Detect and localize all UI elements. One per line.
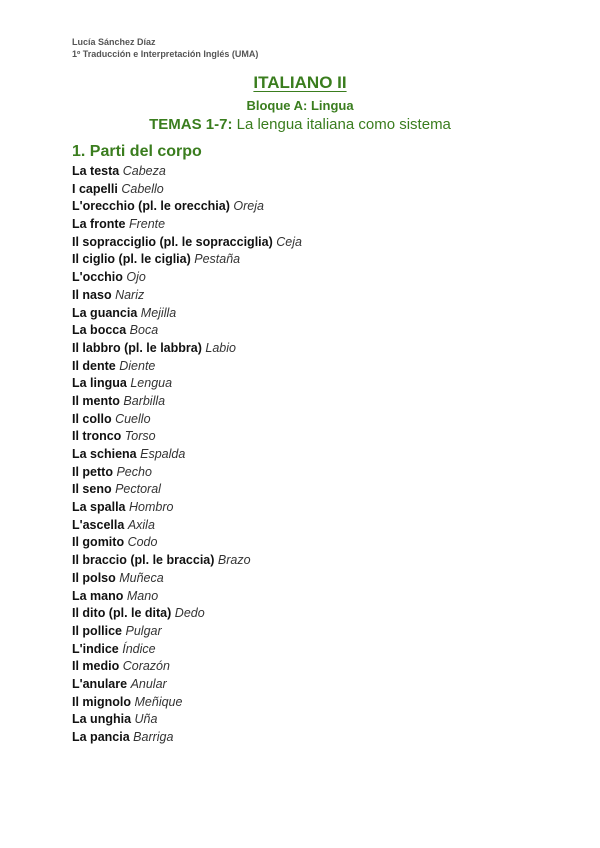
vocab-item <box>72 375 302 393</box>
vocab-item <box>72 305 302 323</box>
vocab-item <box>72 163 302 181</box>
vocab-item <box>72 181 302 199</box>
vocab-item <box>72 340 302 358</box>
vocabulary-list <box>72 163 302 747</box>
vocab-item <box>72 552 302 570</box>
vocab-item <box>72 499 302 517</box>
italian-term: Il collo <box>72 411 112 426</box>
course-name: 1º Traducción e Interpretación Inglés (UMA) <box>72 49 259 59</box>
spanish-translation: Brazo <box>217 553 251 568</box>
vocab-item <box>72 641 302 659</box>
italian-term: Il braccio (pl. le braccia) <box>72 553 215 568</box>
spanish-translation: Barbilla <box>123 393 166 408</box>
spanish-translation: Corazón <box>122 659 170 674</box>
vocab-item <box>72 570 302 588</box>
vocab-item <box>72 676 302 694</box>
spanish-translation: Ceja <box>276 234 302 249</box>
italian-term: L'anulare <box>72 676 128 691</box>
vocab-item <box>72 198 302 216</box>
spanish-translation: Meñique <box>134 694 183 709</box>
vocab-item <box>72 287 302 305</box>
italian-term: Il tronco <box>72 429 122 444</box>
author-name: Lucía Sánchez Díaz <box>72 37 156 47</box>
spanish-translation: Frente <box>128 217 166 232</box>
spanish-translation: Ojo <box>126 270 146 285</box>
italian-term: L'orecchio (pl. le orecchia) <box>72 199 230 214</box>
italian-term: Il sopracciglio (pl. le sopracciglia) <box>72 234 273 249</box>
italian-term: La bocca <box>72 323 127 338</box>
italian-term: Il polso <box>72 570 116 585</box>
vocab-item <box>72 464 302 482</box>
spanish-translation: Axila <box>127 517 155 532</box>
italian-term: Il dente <box>72 358 116 373</box>
spanish-translation: Labio <box>205 340 236 355</box>
italian-term: La unghia <box>72 712 132 727</box>
spanish-translation: Boca <box>129 323 159 338</box>
spanish-translation: Nariz <box>115 287 145 302</box>
spanish-translation: Uña <box>134 712 158 727</box>
page-header <box>72 36 258 60</box>
italian-term: Il labbro (pl. le labbra) <box>72 340 202 355</box>
spanish-translation: Oreja <box>233 199 264 214</box>
italian-term: La pancia <box>72 730 130 744</box>
spanish-translation: Torso <box>124 429 156 444</box>
italian-term: La guancia <box>72 305 138 320</box>
vocab-item <box>72 251 302 269</box>
vocab-item <box>72 658 302 676</box>
spanish-translation: Pestaña <box>194 252 241 267</box>
italian-term: Il naso <box>72 287 112 302</box>
italian-term: La mano <box>72 588 124 603</box>
spanish-translation: Hombro <box>128 500 174 515</box>
spanish-translation: Dedo <box>174 606 205 621</box>
italian-term: Il seno <box>72 482 112 497</box>
italian-term: Il mento <box>72 393 120 408</box>
vocab-item <box>72 411 302 429</box>
spanish-translation: Espalda <box>140 447 186 461</box>
vocab-item <box>72 605 302 623</box>
spanish-translation: Cabello <box>121 181 164 196</box>
italian-term: L'occhio <box>72 270 123 285</box>
spanish-translation: Índice <box>122 641 156 656</box>
document-subtitle: Bloque A: Lingua <box>246 98 354 113</box>
vocab-item <box>72 729 302 747</box>
italian-term: Il gomito <box>72 535 125 550</box>
spanish-translation: Mejilla <box>140 305 177 320</box>
spanish-translation: Barriga <box>133 730 174 744</box>
spanish-translation: Cuello <box>115 411 151 426</box>
topic-text: La lengua italiana como sistema <box>236 116 451 133</box>
vocab-item <box>72 711 302 729</box>
vocab-item <box>72 322 302 340</box>
italian-term: Il dito (pl. le dita) <box>72 606 172 621</box>
vocab-item <box>72 269 302 287</box>
spanish-translation: Mano <box>126 588 159 603</box>
section-title: 1. Parti del corpo <box>72 143 202 160</box>
spanish-translation: Cabeza <box>122 164 166 178</box>
vocab-item <box>72 428 302 446</box>
italian-term: I capelli <box>72 181 118 196</box>
vocab-item <box>72 481 302 499</box>
italian-term: La schiena <box>72 447 137 461</box>
italian-term: La fronte <box>72 217 126 232</box>
italian-term: La testa <box>72 164 120 178</box>
italian-term: L'indice <box>72 641 119 656</box>
document-title: ITALIANO II <box>253 73 347 92</box>
topic-line <box>0 116 600 133</box>
vocab-item <box>72 216 302 234</box>
vocab-item <box>72 694 302 712</box>
vocab-item <box>72 446 302 464</box>
vocab-item <box>72 234 302 252</box>
spanish-translation: Muñeca <box>119 570 164 585</box>
italian-term: Il mignolo <box>72 694 132 709</box>
italian-term: La lingua <box>72 376 127 391</box>
spanish-translation: Pulgar <box>125 623 162 638</box>
spanish-translation: Codo <box>127 535 158 550</box>
italian-term: La spalla <box>72 500 126 515</box>
vocab-item <box>72 588 302 606</box>
vocab-item <box>72 517 302 535</box>
vocab-item <box>72 623 302 641</box>
topic-label: TEMAS 1-7: <box>149 116 233 133</box>
italian-term: Il ciglio (pl. le ciglia) <box>72 252 191 267</box>
spanish-translation: Diente <box>119 358 156 373</box>
italian-term: Il pollice <box>72 623 123 638</box>
italian-term: L'ascella <box>72 517 125 532</box>
spanish-translation: Pecho <box>116 464 152 479</box>
italian-term: Il medio <box>72 659 120 674</box>
vocab-item <box>72 393 302 411</box>
italian-term: Il petto <box>72 464 113 479</box>
vocab-item <box>72 358 302 376</box>
spanish-translation: Anular <box>130 676 167 691</box>
spanish-translation: Lengua <box>130 376 173 391</box>
spanish-translation: Pectoral <box>115 482 161 497</box>
vocab-item <box>72 534 302 552</box>
